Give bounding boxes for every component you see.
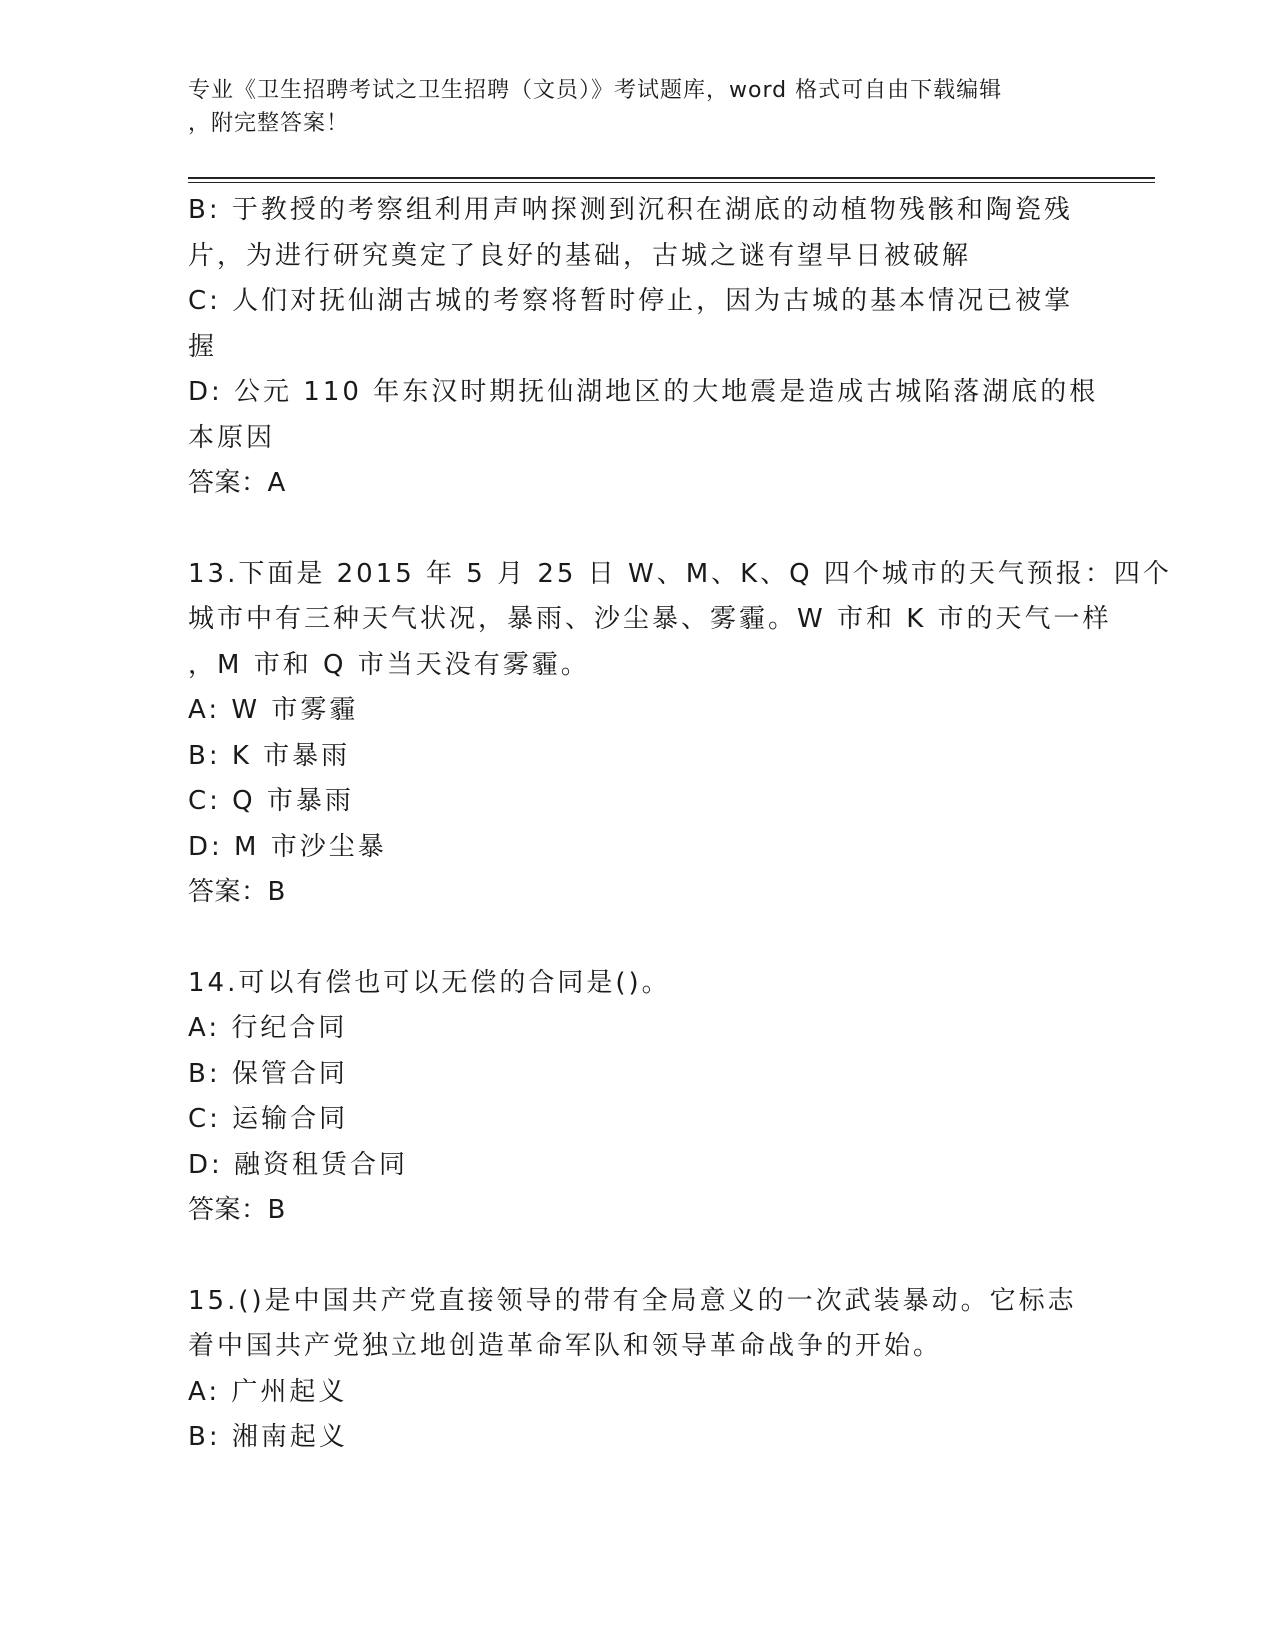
question-15-stem-line-1: 15.()是中国共产党直接领导的带有全局意义的一次武装暴动。它标志 <box>188 1285 1077 1316</box>
option-d: D: 融资租赁合同 <box>188 1149 409 1180</box>
question-13-stem-line-3: ，M 市和 Q 市当天没有雾霾。 <box>188 649 590 680</box>
option-b: B: 湘南起义 <box>188 1422 348 1452</box>
option-c: C: 运输合同 <box>188 1104 349 1134</box>
option-b: B: 保管合同 <box>188 1058 348 1089</box>
option-d-line-1: D: 公元 110 年东汉时期抚仙湖地区的大地震是造成古城陷落湖底的根 <box>188 377 1099 407</box>
answer-14: 答案：B <box>188 1195 286 1225</box>
option-d: D: M 市沙尘暴 <box>188 831 387 862</box>
question-14 <box>188 961 1083 1234</box>
option-b-line-2: 片，为进行研究奠定了良好的基础，古城之谜有望早日被破解 <box>188 240 972 271</box>
option-b-line-1: B: 于教授的考察组利用声呐探测到沉积在湖底的动植物残骸和陶瓷残 <box>188 195 1073 225</box>
question-13-stem-line-2: 城市中有三种天气状况，暴雨、沙尘暴、雾霾。W 市和 K 市的天气一样 <box>188 604 1112 634</box>
spacer <box>188 916 1083 961</box>
header-line-2: ，附完整答案！ <box>188 111 350 136</box>
spacer <box>188 507 1083 552</box>
question-15 <box>188 1279 1083 1461</box>
option-a: A: W 市雾霾 <box>188 695 359 725</box>
spacer <box>188 1234 1083 1279</box>
option-c-line-2: 握 <box>188 331 218 362</box>
option-a: A: 行纪合同 <box>188 1013 348 1043</box>
option-a: A: 广州起义 <box>188 1376 348 1407</box>
question-14-stem: 14.可以有偿也可以无偿的合同是()。 <box>188 967 671 998</box>
question-15-stem-line-2: 着中国共产党独立地创造革命军队和领导革命战争的开始。 <box>188 1331 943 1361</box>
option-c: C: Q 市暴雨 <box>188 786 354 816</box>
question-13-stem-line-1: 13.下面是 2015 年 5 月 25 日 W、M、K、Q 四个城市的天气预报：四个 <box>188 558 1172 589</box>
header-line-1: 专业《卫生招聘考试之卫生招聘（文员）》考试题库，word 格式可自由下载编辑 <box>188 78 1003 103</box>
page-header <box>188 74 1068 140</box>
question-13 <box>188 552 1172 916</box>
question-12-continued <box>188 188 1099 507</box>
option-d-line-2: 本原因 <box>188 422 276 453</box>
question-content <box>188 188 1172 1461</box>
answer-12: 答案：A <box>188 468 286 498</box>
option-c-line-1: C: 人们对抚仙湖古城的考察将暂时停止，因为古城的基本情况已被掌 <box>188 286 1074 316</box>
answer-13: 答案：B <box>188 877 286 907</box>
header-divider <box>188 177 1155 183</box>
option-b: B: K 市暴雨 <box>188 740 351 771</box>
